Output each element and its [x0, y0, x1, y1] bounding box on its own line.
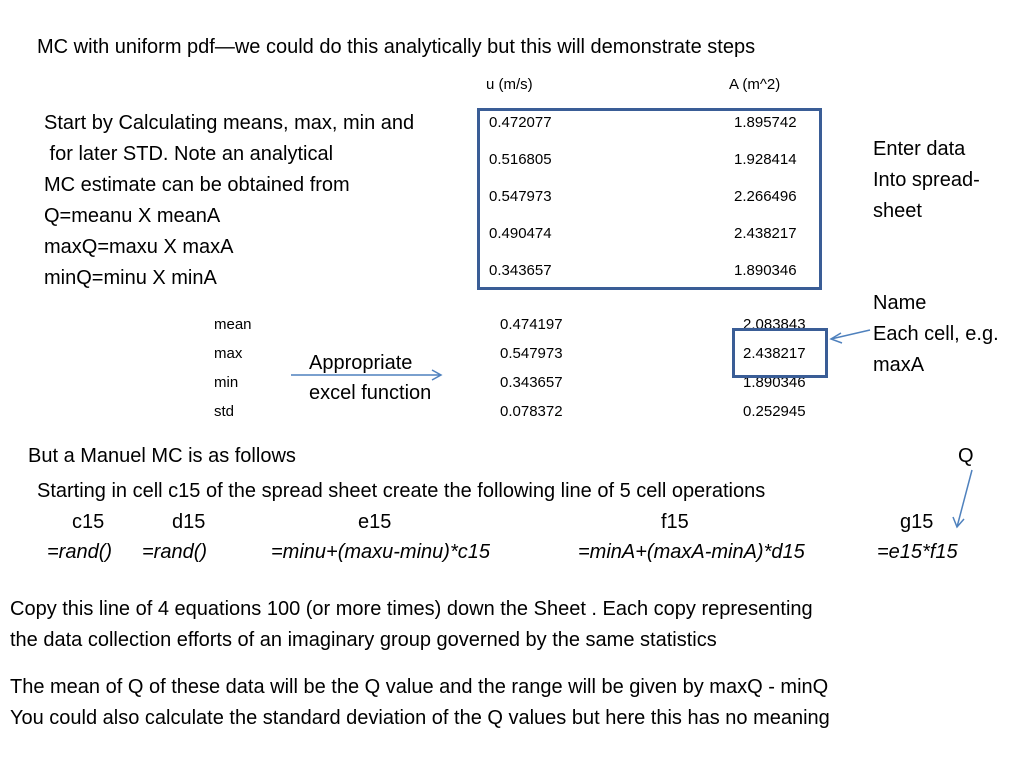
intro-line: for later STD. Note an analytical — [44, 143, 334, 165]
intro-line: Q=meanu X meanA — [44, 205, 221, 227]
paragraph-line: the data collection efforts of an imaginary group governed by the same statistics — [10, 629, 717, 651]
header-u: u (m/s) — [486, 76, 533, 93]
data-cell-A: 2.438217 — [734, 225, 797, 242]
stat-label: max — [214, 345, 243, 362]
data-cell-u: 0.516805 — [489, 151, 552, 168]
note-line: Into spread- — [873, 169, 980, 191]
intro-line: MC estimate can be obtained from — [44, 174, 350, 196]
note-line: Each cell, e.g. — [873, 323, 999, 345]
stat-label: mean — [214, 316, 252, 333]
note-line: Name — [873, 292, 927, 314]
cell-formula: =e15*f15 — [877, 541, 958, 563]
cell-formula: =rand() — [142, 541, 208, 563]
note-line: Appropriate — [309, 352, 413, 374]
cell-formula: =rand() — [47, 541, 113, 563]
intro-line: maxQ=maxu X maxA — [44, 236, 234, 258]
q-arrow — [957, 470, 972, 527]
cell-name: c15 — [72, 511, 105, 533]
data-cell-u: 0.472077 — [489, 114, 552, 131]
q-label: Q — [958, 445, 974, 467]
name-arrow — [831, 330, 870, 339]
cell-formula: =minu+(maxu-minu)*c15 — [271, 541, 490, 563]
stat-label: std — [214, 403, 235, 420]
stat-u: 0.474197 — [500, 316, 563, 333]
stat-u: 0.343657 — [500, 374, 563, 391]
note-line: excel function — [309, 382, 432, 404]
paragraph-line: The mean of Q of these data will be the Q value and the range will be given by maxQ - minQ — [10, 676, 829, 698]
cell-name: f15 — [661, 511, 689, 533]
paragraph-line: Copy this line of 4 equations 100 (or more times) down the Sheet . Each copy representing — [10, 598, 813, 620]
cell-name: e15 — [358, 511, 392, 533]
intro-line: minQ=minu X minA — [44, 267, 217, 289]
starting-line: Starting in cell c15 of the spread sheet create the following line of 5 cell operations — [37, 480, 766, 502]
stat-A: 0.252945 — [743, 403, 806, 420]
note-line: Enter data — [873, 138, 966, 160]
data-cell-A: 1.895742 — [734, 114, 797, 131]
cell-name: d15 — [172, 511, 206, 533]
page-title: MC with uniform pdf—we could do this analytically but this will demonstrate steps — [37, 36, 756, 58]
stat-A: 1.890346 — [743, 374, 806, 391]
stat-u: 0.078372 — [500, 403, 563, 420]
intro-line: Start by Calculating means, max, min and — [44, 112, 415, 134]
data-cell-u: 0.343657 — [489, 262, 552, 279]
data-cell-A: 1.928414 — [734, 151, 797, 168]
data-cell-u: 0.490474 — [489, 225, 552, 242]
stat-A: 2.438217 — [743, 345, 806, 362]
cell-formula: =minA+(maxA-minA)*d15 — [578, 541, 805, 563]
note-line: sheet — [873, 200, 922, 222]
cell-name: g15 — [900, 511, 934, 533]
manual-heading: But a Manuel MC is as follows — [28, 445, 296, 467]
paragraph-line: You could also calculate the standard deviation of the Q values but here this has no meaning — [10, 707, 830, 729]
data-cell-A: 1.890346 — [734, 262, 797, 279]
header-A: A (m^2) — [729, 76, 781, 93]
stat-label: min — [214, 374, 239, 391]
data-cell-u: 0.547973 — [489, 188, 552, 205]
note-line: maxA — [873, 354, 925, 376]
stat-u: 0.547973 — [500, 345, 563, 362]
stat-A: 2.083843 — [743, 316, 806, 333]
data-cell-A: 2.266496 — [734, 188, 797, 205]
